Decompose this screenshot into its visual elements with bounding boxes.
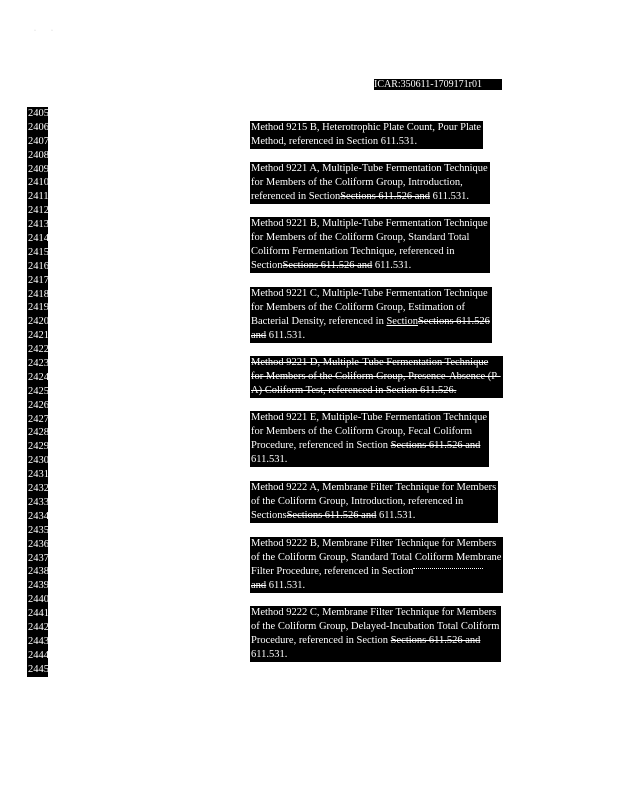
line-number: 2438 xyxy=(28,566,49,578)
citation-entry xyxy=(250,217,490,273)
document-id-header: ICAR:350611-1709171r01 xyxy=(374,79,502,90)
citation-line xyxy=(251,329,490,343)
citation-line xyxy=(251,411,487,425)
citation-line xyxy=(251,634,499,648)
line-number: 2412 xyxy=(28,205,49,217)
citation-line xyxy=(251,370,501,384)
inserted-text: Section xyxy=(386,315,418,327)
line-number: 2423 xyxy=(28,358,49,370)
text-run: referenced in Section xyxy=(251,190,341,202)
line-number: 2443 xyxy=(28,635,49,647)
text-run: Procedure, referenced in Section xyxy=(251,634,391,646)
text-run: 611.531. xyxy=(266,579,306,591)
line-number: 2420 xyxy=(28,316,49,328)
deleted-text: A) Coliform Test, referenced in Section 611.526. xyxy=(251,384,457,396)
citation-line xyxy=(251,287,490,301)
line-number: 2434 xyxy=(28,510,49,522)
citation-line xyxy=(251,551,501,565)
line-number: 2440 xyxy=(28,594,49,606)
line-number: 2433 xyxy=(28,496,49,508)
line-number: 2431 xyxy=(28,469,49,481)
citation-line xyxy=(251,231,488,245)
citation-line xyxy=(251,425,487,439)
text-run: Method 9222 C, Membrane Filter Technique for Members xyxy=(251,607,497,618)
text-run: Method 9221 E, Multiple-Tube Fermentation Technique xyxy=(251,412,488,423)
text-run: for Members of the Coliform Group, Standard Total xyxy=(251,231,470,243)
deleted-text: Method 9221 D, Multiple-Tube Fermentation Technique xyxy=(251,357,489,368)
line-number: 2441 xyxy=(28,608,49,620)
text-run: 611.531. xyxy=(251,648,288,660)
citation-line xyxy=(251,135,481,149)
citation-entry xyxy=(250,162,490,204)
line-number: 2406 xyxy=(28,121,49,133)
line-number: 2436 xyxy=(28,538,49,550)
line-number: 2407 xyxy=(28,135,49,147)
text-run: Coliform Fermentation Technique, referenced in xyxy=(251,245,455,257)
line-number: 2426 xyxy=(28,399,49,411)
line-number: 2411 xyxy=(28,191,49,203)
citation-line xyxy=(251,384,501,398)
citation-line xyxy=(251,217,488,231)
text-run: Procedure, referenced in Section xyxy=(251,439,391,451)
text-run: Filter Procedure, referenced in Section xyxy=(251,565,414,577)
text-run: of the Coliform Group, Delayed-Incubation Total Coliform xyxy=(251,620,500,632)
deleted-text: Sections 611.526 and xyxy=(286,509,377,521)
line-number: 2424 xyxy=(28,371,49,383)
line-number: 2430 xyxy=(28,455,49,467)
line-number: 2408 xyxy=(28,149,49,161)
text-run: Method 9222 A, Membrane Filter Technique for Members xyxy=(251,482,497,493)
text-run: Section xyxy=(251,259,283,271)
deleted-text: Sections 611.526 and xyxy=(390,634,481,646)
text-run: Bacterial Density, referenced in xyxy=(251,315,387,327)
text-run: for Members of the Coliform Group, Fecal Coliform xyxy=(251,425,473,437)
text-run: Method 9221 C, Multiple-Tube Fermentation Technique xyxy=(251,288,488,299)
citation-entry xyxy=(250,121,483,149)
line-number: 2409 xyxy=(28,163,49,175)
citation-line xyxy=(251,245,488,259)
line-number: 2421 xyxy=(28,330,49,342)
citation-entry xyxy=(250,481,498,523)
text-run: Sections xyxy=(251,509,287,521)
deleted-text: and xyxy=(251,329,267,341)
citation-line xyxy=(251,537,501,551)
illegible-mark xyxy=(413,568,483,575)
deleted-text: Sections 611.526 and xyxy=(282,259,373,271)
line-number: 2435 xyxy=(28,524,49,536)
text-run: Method 9221 A, Multiple-Tube Fermentation Technique xyxy=(251,163,488,174)
text-run: Method 9222 B, Membrane Filter Technique for Members xyxy=(251,538,497,549)
citation-line xyxy=(251,495,496,509)
citation-line xyxy=(251,579,501,593)
text-run: for Members of the Coliform Group, Introduction, xyxy=(251,176,463,188)
citation-line xyxy=(251,453,487,467)
deleted-text: and xyxy=(251,579,267,591)
citation-line xyxy=(251,439,487,453)
text-run: 611.531. xyxy=(429,190,469,202)
citation-line xyxy=(251,565,501,579)
line-number: 2410 xyxy=(28,177,49,189)
line-number: 2415 xyxy=(28,246,49,258)
citation-line xyxy=(251,315,490,329)
text-run: 611.531. xyxy=(266,329,306,341)
citation-line xyxy=(251,190,488,204)
text-run: Method 9221 B, Multiple-Tube Fermentation Technique xyxy=(251,218,488,229)
line-number: 2437 xyxy=(28,552,49,564)
text-run: of the Coliform Group, Introduction, referenced in xyxy=(251,495,464,507)
citation-line xyxy=(251,509,496,523)
citation-line xyxy=(251,620,499,634)
citation-line xyxy=(251,259,488,273)
deleted-text: Sections 611.526 and xyxy=(340,190,430,202)
line-number: 2416 xyxy=(28,260,49,272)
deleted-text: for Members of the Coliform Group, Presence-Absence (P- xyxy=(251,370,501,382)
citation-line xyxy=(251,121,481,135)
line-number: 2444 xyxy=(28,649,49,661)
text-run: Method 9215 B, Heterotrophic Plate Count, Pour Plate xyxy=(251,122,482,133)
citation-line xyxy=(251,648,499,662)
line-number: 2425 xyxy=(28,385,49,397)
text-run: Method, referenced in Section 611.531. xyxy=(251,135,418,147)
deleted-text: Sections 611.526 and xyxy=(390,439,481,451)
deleted-text: Sections 611.526 xyxy=(417,315,490,327)
citation-entry xyxy=(250,411,489,467)
citation-entry xyxy=(250,606,501,662)
line-number: 2414 xyxy=(28,233,49,245)
line-number: 2427 xyxy=(28,413,49,425)
citation-line xyxy=(251,606,499,620)
line-number: 2445 xyxy=(28,663,49,675)
line-number: 2405 xyxy=(28,108,49,119)
text-run: 611.531. xyxy=(376,509,416,521)
line-number: 2418 xyxy=(28,288,49,300)
line-number: 2417 xyxy=(28,274,49,286)
citation-line xyxy=(251,356,501,370)
text-run: for Members of the Coliform Group, Estimation of xyxy=(251,301,466,313)
line-number: 2413 xyxy=(28,219,49,231)
scan-speck-marks: · · xyxy=(34,28,53,34)
line-number: 2439 xyxy=(28,580,49,592)
citation-line xyxy=(251,481,496,495)
text-run: 611.531. xyxy=(372,259,412,271)
citation-line xyxy=(251,301,490,315)
line-number: 2422 xyxy=(28,344,49,356)
citation-line xyxy=(251,176,488,190)
citation-entry xyxy=(250,356,503,398)
line-number: 2419 xyxy=(28,302,49,314)
citation-line xyxy=(251,162,488,176)
citation-entry xyxy=(250,287,492,343)
text-run: of the Coliform Group, Standard Total Coliform Membrane xyxy=(251,551,502,563)
line-number: 2432 xyxy=(28,483,49,495)
line-number-gutter xyxy=(27,107,48,677)
line-number: 2442 xyxy=(28,621,49,633)
line-number: 2428 xyxy=(28,427,49,439)
citation-entry xyxy=(250,537,503,593)
text-run: 611.531. xyxy=(251,453,288,465)
line-number: 2429 xyxy=(28,441,49,453)
